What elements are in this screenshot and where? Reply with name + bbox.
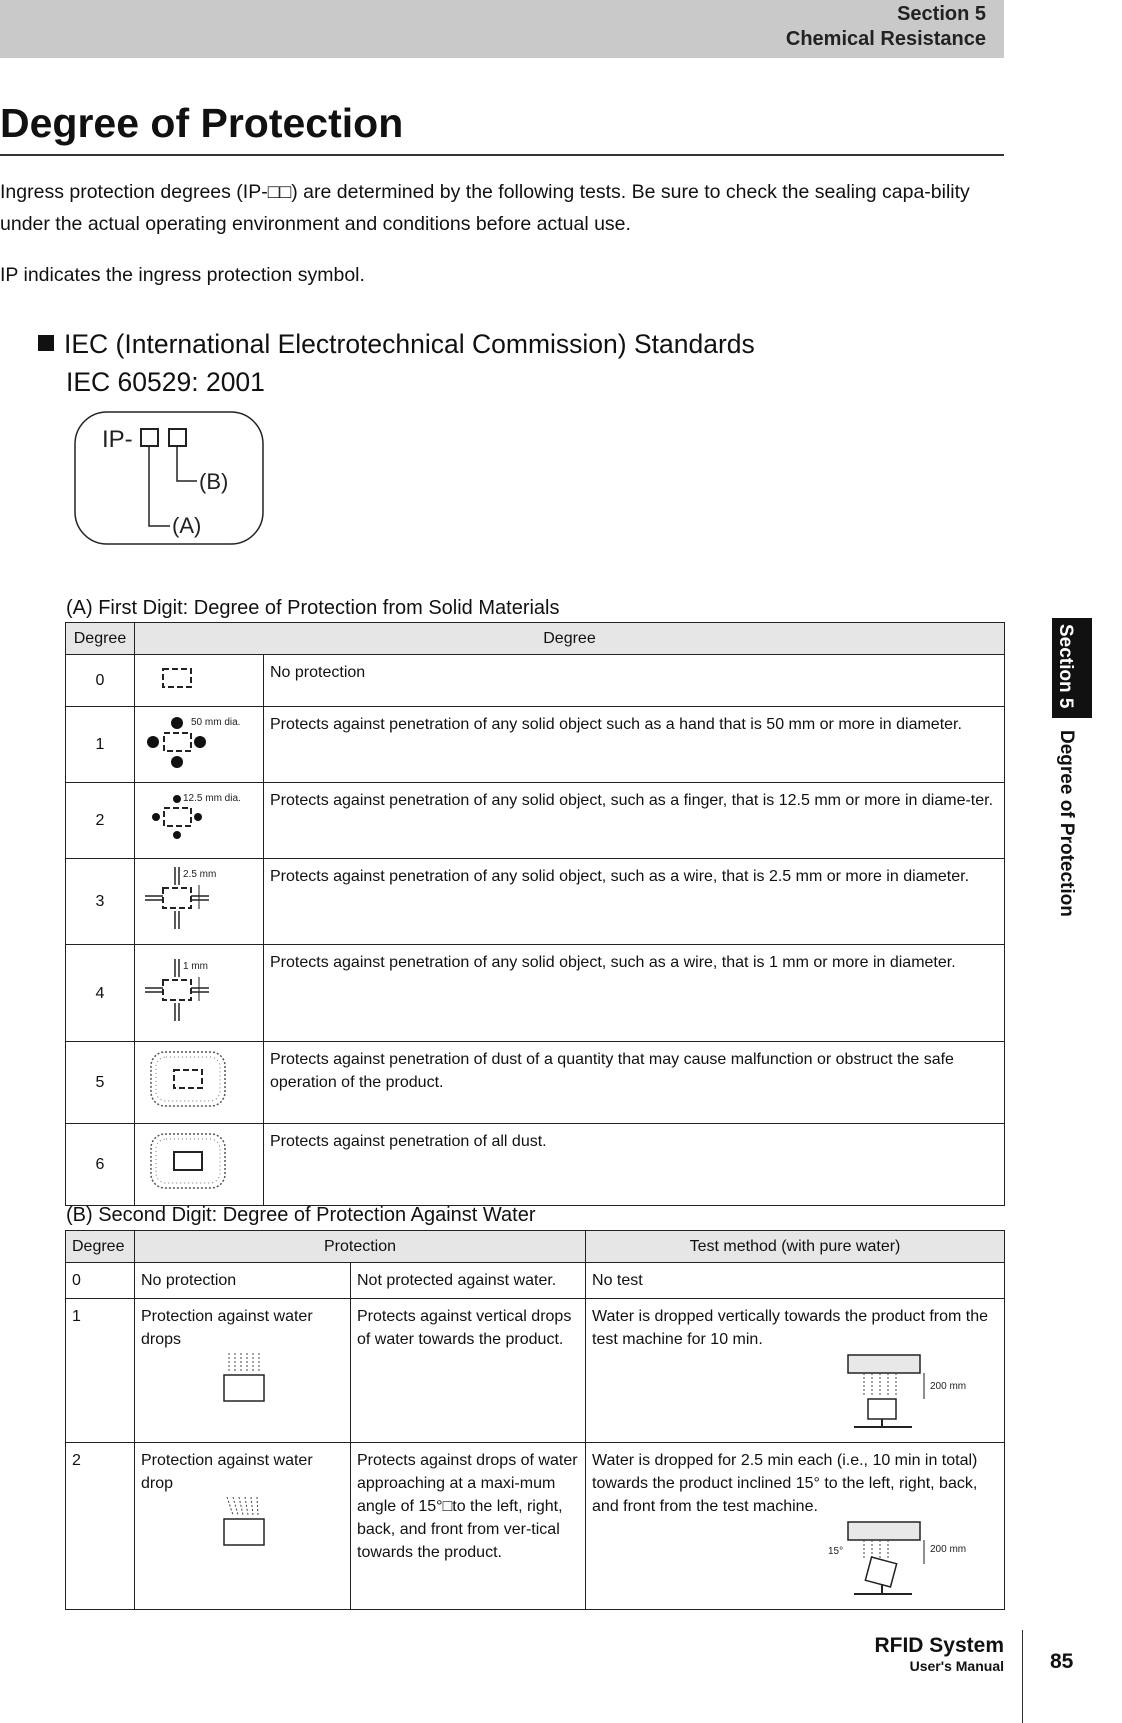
protection-detail-cell: Not protected against water. bbox=[351, 1263, 586, 1299]
small-ball-icon bbox=[139, 787, 254, 847]
footer-divider bbox=[1022, 1630, 1023, 1723]
header-section: Section 5 bbox=[897, 3, 986, 25]
degree-cell: 6 bbox=[66, 1124, 135, 1206]
large-ball-icon bbox=[139, 711, 254, 771]
icon-cell bbox=[135, 859, 264, 945]
section-tab-label: Section 5 bbox=[1055, 624, 1076, 709]
protection-detail-cell: Protects against drops of water approaching at a maxi-mum angle of 15°□to the left, right, back, and front from ver-tical towards the product. bbox=[351, 1443, 586, 1610]
label-a: (A) bbox=[172, 513, 202, 538]
table-header-row bbox=[66, 1231, 1005, 1263]
table-row bbox=[66, 1443, 1005, 1610]
leader-a bbox=[149, 447, 170, 526]
degree-cell: 0 bbox=[66, 655, 135, 707]
dust-protected-icon bbox=[139, 1046, 254, 1112]
description-cell: No protection bbox=[264, 655, 1005, 707]
section-side-title: Degree of Protection bbox=[1056, 730, 1077, 917]
description-cell: Protects against penetration of dust of a quantity that may cause malfunction or obstruct the safe operation of the product. bbox=[264, 1042, 1005, 1124]
icon-dimension-label: 1 mm bbox=[183, 960, 208, 972]
iec-heading-block bbox=[38, 325, 755, 401]
icon-cell bbox=[135, 707, 264, 783]
degree-cell: 5 bbox=[66, 1042, 135, 1124]
degree-cell: 2 bbox=[66, 1443, 135, 1610]
table-row bbox=[66, 945, 1005, 1042]
page-number: 85 bbox=[1050, 1650, 1074, 1673]
label-b: (B) bbox=[199, 469, 229, 494]
header-chapter: Chemical Resistance bbox=[785, 28, 986, 50]
angled-drip-icon bbox=[141, 1495, 341, 1551]
table-row bbox=[66, 1124, 1005, 1206]
test-method-cell: No test bbox=[586, 1263, 1005, 1299]
test-method-text: Water is dropped vertically towards the product from the test machine for 10 min. bbox=[592, 1308, 989, 1348]
degree-cell: 3 bbox=[66, 859, 135, 945]
table-b-caption: (B) Second Digit: Degree of Protection Against Water bbox=[66, 1204, 536, 1226]
degree-cell: 2 bbox=[66, 783, 135, 859]
wire-icon bbox=[139, 863, 254, 933]
table-row bbox=[66, 783, 1005, 859]
protection-cell bbox=[135, 1299, 351, 1443]
intro-paragraph: Ingress protection degrees (IP-□□) are determined by the following tests. Be sure to check the sealing capa-bility under the actual operating environment and conditions before actual use. bbox=[0, 181, 970, 235]
footer-product: RFID System bbox=[874, 1634, 1004, 1657]
icon-dimension-label: 2.5 mm bbox=[183, 869, 217, 880]
icon-cell bbox=[135, 783, 264, 859]
water-protection-table bbox=[65, 1230, 1005, 1610]
description-cell: Protects against penetration of any solid object, such as a wire, that is 1 mm or more in diameter. bbox=[264, 945, 1005, 1042]
test-method-cell bbox=[586, 1299, 1005, 1443]
rig-distance-label: 200 mm bbox=[930, 1544, 967, 1555]
protection-label: Protection against water drop bbox=[141, 1452, 313, 1492]
degree-cell: 1 bbox=[66, 707, 135, 783]
running-header bbox=[786, 2, 986, 52]
title-divider bbox=[0, 154, 1004, 156]
degree-cell: 1 bbox=[66, 1299, 135, 1443]
protection-cell: No protection bbox=[135, 1263, 351, 1299]
leader-b bbox=[177, 447, 197, 481]
ip-prefix: IP- bbox=[102, 426, 133, 453]
table-row bbox=[66, 859, 1005, 945]
table-row bbox=[66, 655, 1005, 707]
description-cell: Protects against penetration of any solid object, such as a finger, that is 12.5 mm or more in diame-ter. bbox=[264, 783, 1005, 859]
col-header-degree: Degree bbox=[66, 1231, 135, 1263]
description-cell: Protects against penetration of any solid object, such as a wire, that is 2.5 mm or more in diameter. bbox=[264, 859, 1005, 945]
first-digit-box bbox=[141, 429, 158, 446]
col-header-degree: Degree bbox=[66, 623, 135, 655]
empty-enclosure-icon bbox=[139, 659, 249, 695]
col-header-description: Degree bbox=[135, 623, 1005, 655]
table-header-row bbox=[66, 623, 1005, 655]
dust-tight-icon bbox=[139, 1128, 254, 1194]
icon-cell bbox=[135, 655, 264, 707]
col-header-protection: Protection bbox=[135, 1231, 586, 1263]
icon-cell bbox=[135, 1124, 264, 1206]
tilted-drip-test-rig-icon bbox=[592, 1518, 967, 1596]
test-method-text: Water is dropped for 2.5 min each (i.e., 10 min in total) towards the product inclined 15° to the left, right, back, and front from the test machine. bbox=[592, 1452, 978, 1515]
vertical-drip-icon bbox=[141, 1351, 341, 1407]
col-header-test-method: Test method (with pure water) bbox=[586, 1231, 1005, 1263]
iec-heading: IEC (International Electrotechnical Commission) Standards bbox=[64, 329, 755, 359]
icon-cell bbox=[135, 1042, 264, 1124]
ip-note: IP indicates the ingress protection symbol. bbox=[0, 264, 365, 286]
bullet-square-icon bbox=[38, 335, 54, 351]
iec-standard: IEC 60529: 2001 bbox=[66, 367, 265, 397]
test-method-cell bbox=[586, 1443, 1005, 1610]
protection-label: Protection against water drops bbox=[141, 1308, 313, 1348]
description-cell: Protects against penetration of all dust. bbox=[264, 1124, 1005, 1206]
drip-test-rig-icon bbox=[592, 1351, 967, 1429]
table-row bbox=[66, 1299, 1005, 1443]
solid-protection-table bbox=[65, 622, 1005, 1206]
icon-dimension-label: 50 mm dia. bbox=[191, 717, 241, 728]
second-digit-box bbox=[169, 429, 186, 446]
wire-icon bbox=[139, 955, 254, 1025]
rig-angle-label: 15° bbox=[828, 1546, 844, 1557]
table-a-caption: (A) First Digit: Degree of Protection from Solid Materials bbox=[66, 597, 560, 619]
protection-detail-cell: Protects against vertical drops of water towards the product. bbox=[351, 1299, 586, 1443]
ip-code-diagram bbox=[74, 411, 266, 547]
rig-distance-label: 200 mm bbox=[930, 1381, 967, 1392]
table-row bbox=[66, 1263, 1005, 1299]
footer bbox=[874, 1634, 1004, 1674]
table-row bbox=[66, 707, 1005, 783]
icon-dimension-label: 12.5 mm dia. bbox=[183, 793, 241, 804]
table-row bbox=[66, 1042, 1005, 1124]
icon-cell bbox=[135, 945, 264, 1042]
description-cell: Protects against penetration of any solid object such as a hand that is 50 mm or more in diameter. bbox=[264, 707, 1005, 783]
footer-manual: User's Manual bbox=[909, 1658, 1004, 1674]
protection-cell bbox=[135, 1443, 351, 1610]
degree-cell: 4 bbox=[66, 945, 135, 1042]
page-title: Degree of Protection bbox=[0, 100, 404, 146]
degree-cell: 0 bbox=[66, 1263, 135, 1299]
